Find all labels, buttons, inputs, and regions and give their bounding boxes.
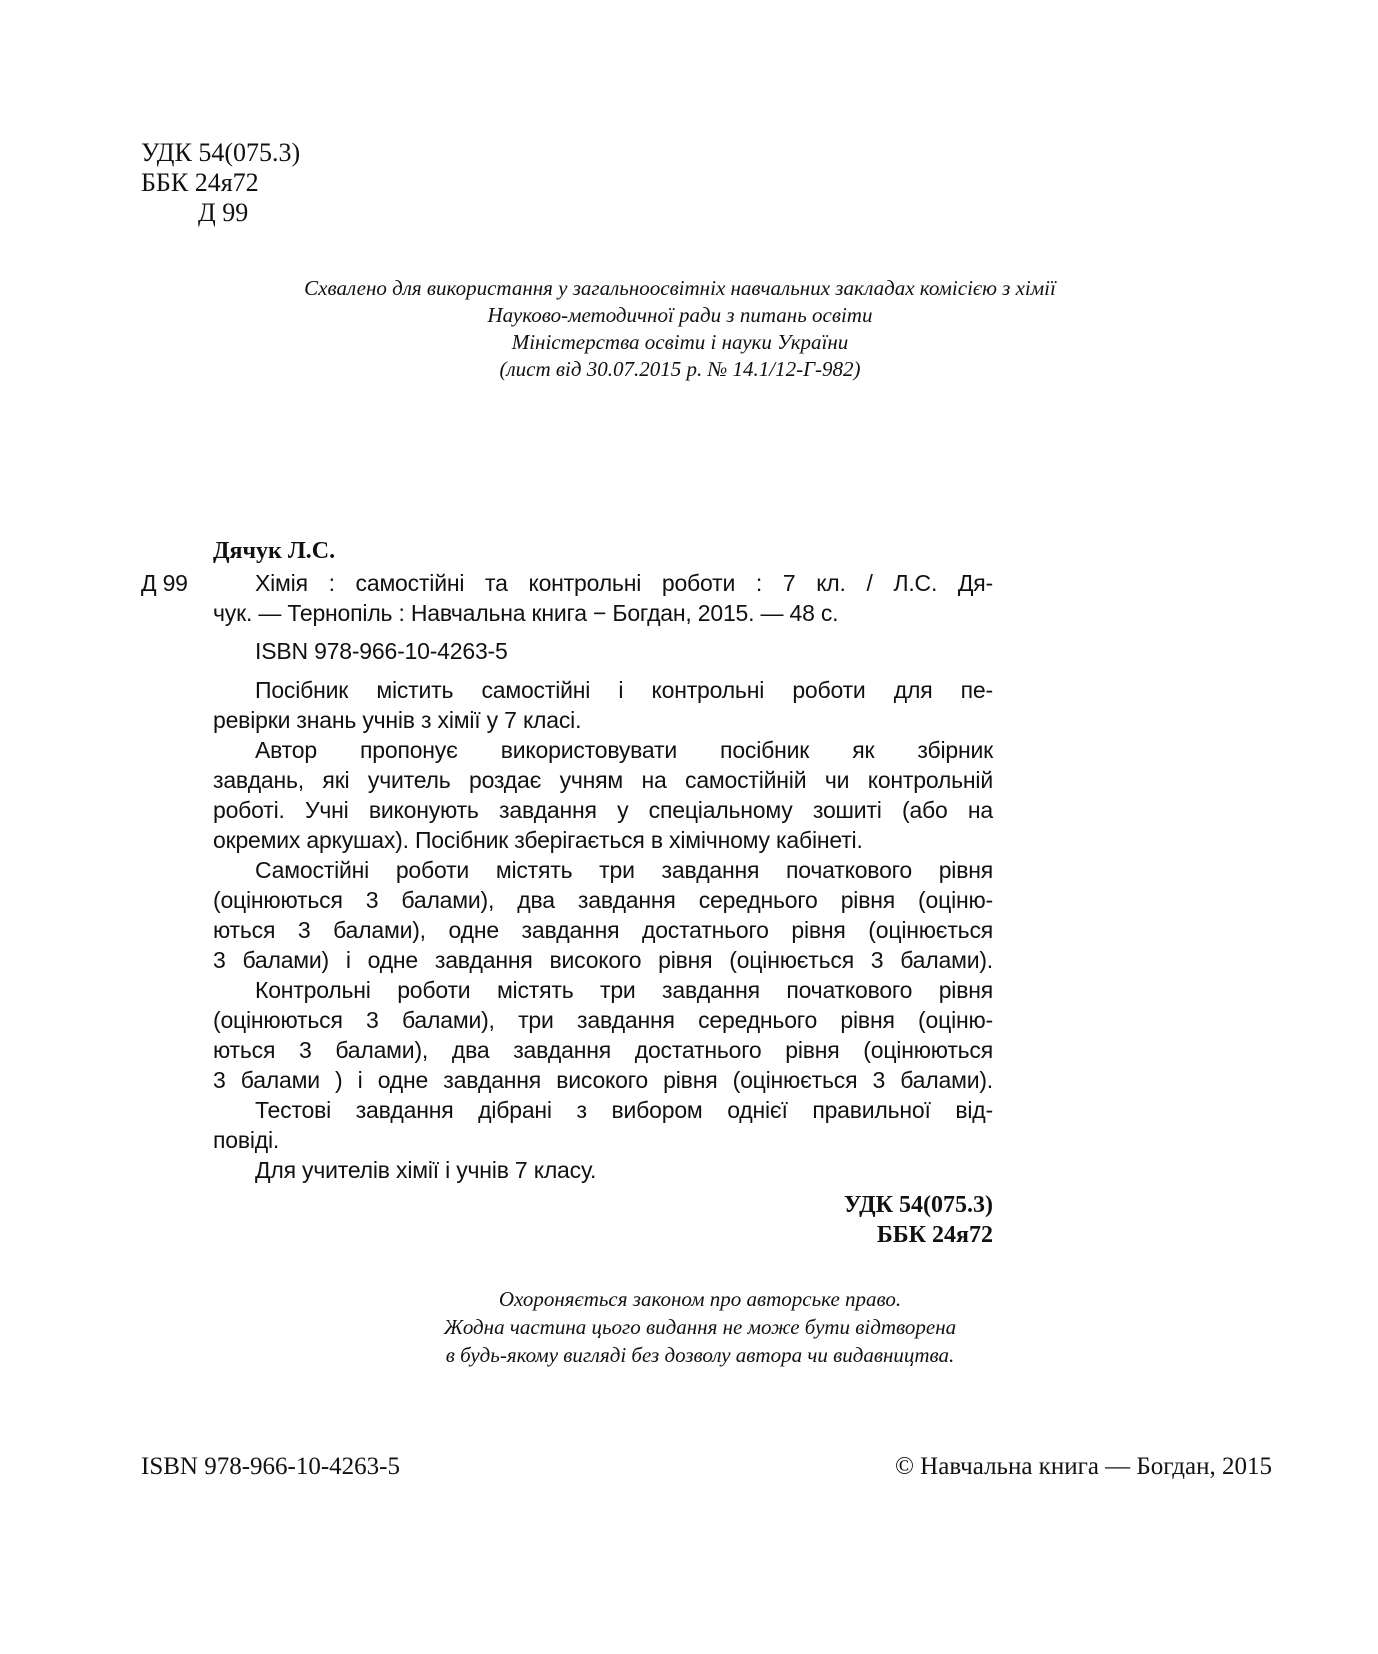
index-bbk: ББК 24я72 bbox=[876, 1222, 993, 1248]
annotation-line: 3 балами) і одне завдання високого рівня (оцінюється 3 балами). bbox=[213, 947, 993, 973]
annotation-line: Посібник містить самостійні і контрольні роботи для пе- bbox=[255, 677, 993, 703]
udk-code: УДК 54(075.3) bbox=[141, 138, 301, 167]
annotation-line: повіді. bbox=[213, 1127, 280, 1153]
author-mark: Д 99 bbox=[198, 198, 249, 227]
annotation-line: ються 3 балами), одне завдання достатнього рівня (оцінюється bbox=[213, 917, 993, 943]
annotation-line: 3 балами ) і одне завдання високого рівня (оцінюється 3 балами). bbox=[213, 1067, 993, 1093]
annotation-line: окремих аркушах). Посібник зберігається в хімічному кабінеті. bbox=[213, 827, 863, 853]
approval-statement bbox=[180, 275, 1180, 383]
copyright-notice-line: Жодна частина цього видання не може бути відтворена bbox=[443, 1315, 957, 1339]
annotation-line: Автор пропонує використовувати посібник як збірник bbox=[255, 737, 993, 763]
bib-isbn: ISBN 978-966-10-4263-5 bbox=[255, 638, 508, 664]
annotation-paragraph-4 bbox=[213, 975, 993, 1095]
approval-line: Схвалено для використання у загальноосвітніх навчальних закладах комісією з хімії bbox=[304, 276, 1056, 300]
annotation-paragraph-5 bbox=[213, 1095, 993, 1155]
annotation-line: (оцінюються 3 балами), три завдання середнього рівня (оціню- bbox=[213, 1007, 993, 1033]
annotation-line: ревірки знань учнів з хімії у 7 класі. bbox=[213, 707, 582, 733]
bib-title-line: Хімія : самостійні та контрольні роботи : 7 кл. / Л.С. Дя- bbox=[255, 570, 993, 596]
bib-title-line: чук. — Тернопіль : Навчальна книга − Богдан, 2015. — 48 с. bbox=[213, 600, 839, 626]
copyright-notice-line: в будь-якому вигляді без дозволу автора чи видавництва. bbox=[445, 1343, 955, 1367]
annotation-line: Контрольні роботи містять три завдання початкового рівня bbox=[255, 977, 993, 1003]
index-udk: УДК 54(075.3) bbox=[843, 1192, 993, 1218]
bib-author-mark: Д 99 bbox=[141, 570, 188, 596]
copyright-notice-line: Охороняється законом про авторське право. bbox=[498, 1287, 902, 1311]
approval-line: Міністерства освіти і науки України bbox=[511, 330, 849, 354]
approval-line: (лист від 30.07.2015 р. № 14.1/12-Г-982) bbox=[499, 357, 861, 381]
annotation-line: ються 3 балами), два завдання достатнього рівня (оцінюються bbox=[213, 1037, 993, 1063]
copyright-notice bbox=[380, 1285, 1020, 1369]
bib-description bbox=[213, 568, 993, 628]
annotation-paragraph-1 bbox=[213, 675, 993, 735]
annotation-paragraph-3 bbox=[213, 855, 993, 975]
footer-copyright: © Навчальна книга — Богдан, 2015 bbox=[894, 1453, 1272, 1480]
annotation-line: завдань, які учитель роздає учням на самостійній чи контрольній bbox=[213, 767, 993, 793]
annotation-line: Самостійні роботи містять три завдання початкового рівня bbox=[255, 857, 993, 883]
annotation-paragraph-6 bbox=[213, 1155, 993, 1185]
annotation-line: (оцінюються 3 балами), два завдання середнього рівня (оціню- bbox=[213, 887, 993, 913]
bbk-code: ББК 24я72 bbox=[141, 168, 259, 197]
annotation-paragraph-2 bbox=[213, 735, 993, 855]
annotation-line: роботі. Учні виконують завдання у спеціальному зошиті (або на bbox=[213, 797, 993, 823]
annotation-line: Тестові завдання дібрані з вибором однієї правильної від- bbox=[255, 1097, 993, 1123]
annotation-line: Для учителів хімії і учнів 7 класу. bbox=[255, 1157, 597, 1183]
author-name: Дячук Л.С. bbox=[213, 538, 336, 564]
approval-line: Науково-методичної ради з питань освіти bbox=[487, 303, 873, 327]
footer-isbn: ISBN 978-966-10-4263-5 bbox=[141, 1453, 401, 1480]
